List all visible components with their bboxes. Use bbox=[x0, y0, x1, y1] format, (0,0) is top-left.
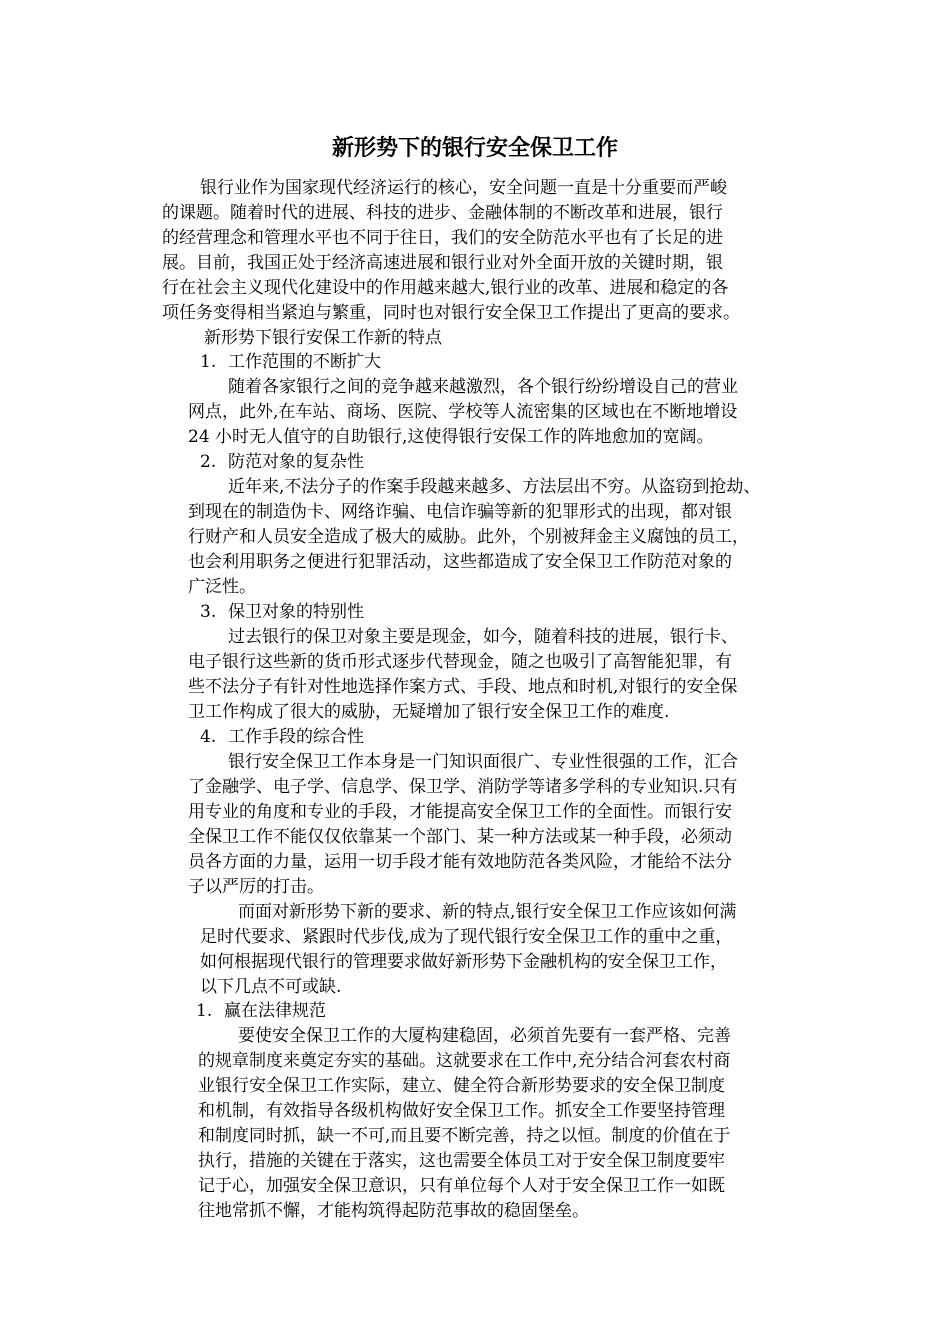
document-title: 新形势下的银行安全保卫工作 bbox=[331, 135, 618, 161]
paragraph-line: 展。目前，我国正处于经济高速进展和银行业对外全面开放的关键时期，银 bbox=[162, 253, 723, 273]
list-number: 2. bbox=[200, 452, 217, 472]
paragraph-line: 广泛性。 bbox=[188, 577, 256, 597]
paragraph-line: 的经营理念和管理水平也不同于往日，我们的安全防范水平也有了长足的进 bbox=[162, 228, 723, 248]
paragraph-line: 银行安全保卫工作本身是一门知识面很广、专业性很强的工作，汇合 bbox=[228, 752, 738, 772]
paragraph-line: 和机制，有效指导各级机构做好安全保卫工作。抓安全工作要坚持管理 bbox=[198, 1101, 725, 1121]
paragraph-line: 项任务变得相当紧迫与繁重，同时也对银行安全保卫工作提出了更高的要求。 bbox=[162, 303, 740, 323]
paragraph-line: 卫工作构成了很大的威胁，无疑增加了银行安全保卫工作的难度. bbox=[188, 702, 670, 722]
paragraph-line: 也会利用职务之便进行犯罪活动，这些都造成了安全保卫工作防范对象的 bbox=[188, 552, 732, 572]
paragraph-line: 往地常抓不懈，才能构筑得起防范事故的稳固堡垒。 bbox=[198, 1201, 589, 1221]
paragraph-line: 记于心，加强安全保卫意识，只有单位每个人对于安全保卫工作一如既 bbox=[198, 1176, 725, 1196]
paragraph-line: 和制度同时抓，缺一不可,而且要不断完善，持之以恒。制度的价值在于 bbox=[198, 1126, 731, 1146]
paragraph-line: 电子银行这些新的货币形式逐步代替现金，随之也吸引了高智能犯罪，有 bbox=[188, 652, 732, 672]
list-number: 3. bbox=[200, 602, 217, 622]
paragraph-line: 足时代要求、紧跟时代步伐,成为了现代银行安全保卫工作的重中之重， bbox=[200, 927, 733, 947]
paragraph-line: 24 小时无人值守的自助银行,这使得银行安保工作的阵地愈加的宽阔。 bbox=[188, 427, 714, 447]
paragraph-line: 了金融学、电子学、信息学、保卫学、消防学等诸多学科的专业知识.只有 bbox=[188, 777, 738, 797]
list-item-heading: 防范对象的复杂性 bbox=[228, 452, 364, 472]
paragraph-line: 全保卫工作不能仅仅依靠某一个部门、某一种方法或某一种手段，必须动 bbox=[188, 827, 732, 847]
paragraph-line: 而面对新形势下新的要求、新的特点,银行安全保卫工作应该如何满 bbox=[238, 902, 737, 922]
paragraph-line: 要使安全保卫工作的大厦构建稳固，必须首先要有一套严格、完善 bbox=[238, 1026, 731, 1046]
paragraph-line: 员各方面的力量，运用一切手段才能有效地防范各类风险，才能给不法分 bbox=[188, 852, 732, 872]
paragraph-line: 网点，此外,在车站、商场、医院、学校等人流密集的区域也在不断地增设 bbox=[188, 402, 738, 422]
paragraph-line: 些不法分子有针对性地选择作案方式、手段、地点和时机,对银行的安全保 bbox=[188, 677, 738, 697]
paragraph-line: 用专业的角度和专业的手段，才能提高安全保卫工作的全面性。而银行安 bbox=[188, 802, 732, 822]
paragraph-line: 行财产和人员安全造成了极大的威胁。此外，个别被拜金主义腐蚀的员工， bbox=[188, 527, 749, 547]
paragraph-line: 以下几点不可或缺. bbox=[200, 977, 342, 997]
paragraph-line: 的课题。随着时代的进展、科技的进步、金融体制的不断改革和进展，银行 bbox=[162, 203, 723, 223]
paragraph-line: 业银行安全保卫工作实际，建立、健全符合新形势要求的安全保卫制度 bbox=[198, 1076, 725, 1096]
section-heading: 新形势下银行安保工作新的特点 bbox=[204, 328, 442, 348]
paragraph-line: 子以严厉的打击。 bbox=[188, 877, 324, 897]
list-item-heading: 保卫对象的特别性 bbox=[228, 602, 364, 622]
paragraph-line: 的规章制度来奠定夯实的基础。这就要求在工作中,充分结合河套农村商 bbox=[198, 1051, 731, 1071]
paragraph-line: 近年来,不法分子的作案手段越来越多、方法层出不穷。从盗窃到抢劫、 bbox=[228, 477, 761, 497]
paragraph-line: 过去银行的保卫对象主要是现金，如今，随着科技的进展，银行卡、 bbox=[228, 627, 738, 647]
paragraph-line: 随着各家银行之间的竞争越来越激烈，各个银行纷纷增设自己的营业 bbox=[228, 377, 738, 397]
paragraph-line: 如何根据现代银行的管理要求做好新形势下金融机构的安全保卫工作， bbox=[200, 952, 727, 972]
paragraph-line: 行在社会主义现代化建设中的作用越来越大,银行业的改革、进展和稳定的各 bbox=[162, 278, 729, 298]
list-number: 4. bbox=[200, 727, 217, 747]
list-number: 1. bbox=[200, 352, 217, 372]
list-number: 1. bbox=[196, 1001, 213, 1021]
list-item-heading: 工作范围的不断扩大 bbox=[228, 352, 381, 372]
paragraph-line: 银行业作为国家现代经济运行的核心，安全问题一直是十分重要而严峻 bbox=[200, 178, 727, 198]
paragraph-line: 到现在的制造伪卡、网络诈骗、电信诈骗等新的犯罪形式的出现，都对银 bbox=[188, 502, 732, 522]
list-item-heading: 赢在法律规范 bbox=[224, 1001, 326, 1021]
list-item-heading: 工作手段的综合性 bbox=[228, 727, 364, 747]
paragraph-line: 执行，措施的关键在于落实，这也需要全体员工对于安全保卫制度要牢 bbox=[198, 1151, 725, 1171]
